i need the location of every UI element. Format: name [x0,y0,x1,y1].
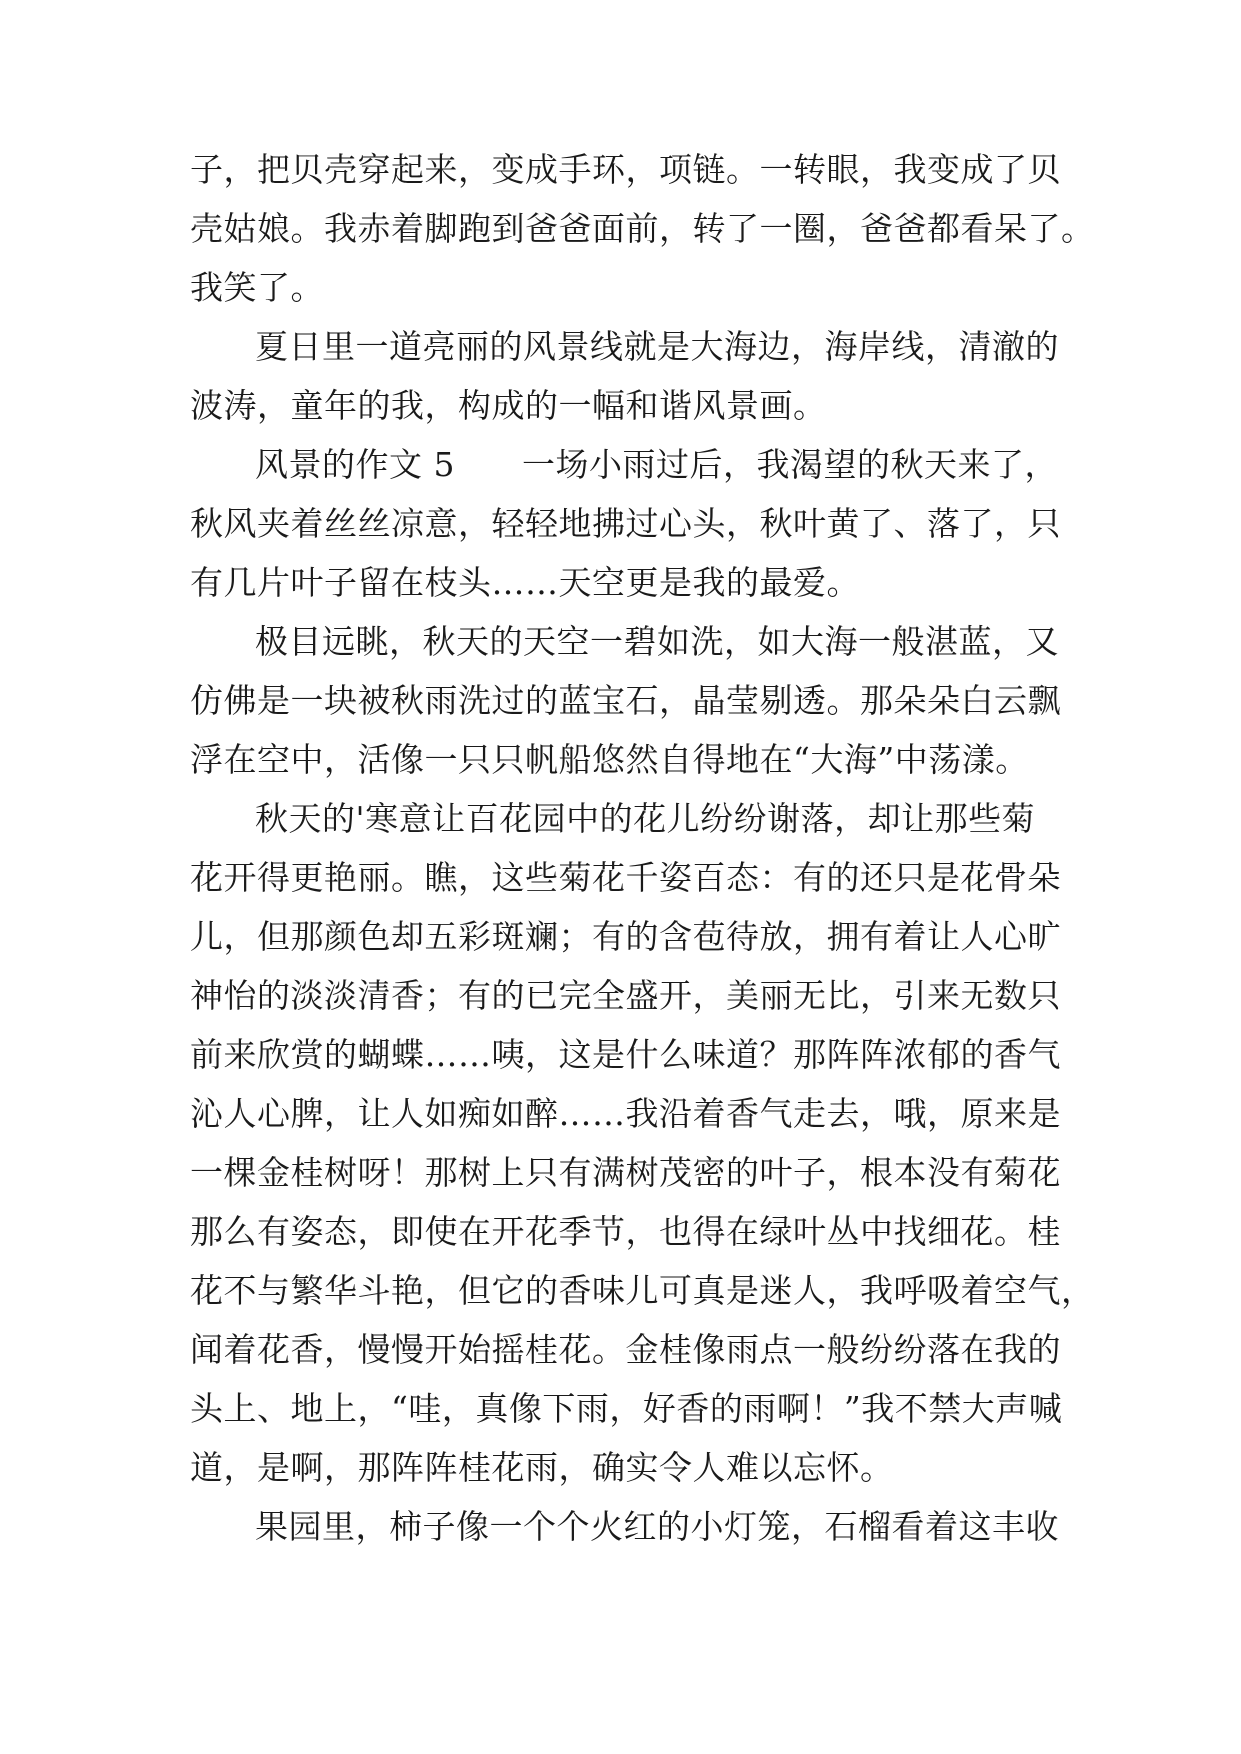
text-line: 神怡的淡淡清香；有的已完全盛开，美丽无比，引来无数只 [190,976,1061,1015]
text-line: 那么有姿态，即使在开花季节，也得在绿叶丛中找细花。桂 [190,1212,1061,1251]
text-line: 道，是啊，那阵阵桂花雨，确实令人难以忘怀。 [190,1448,894,1487]
text-line: 我笑了。 [190,268,324,307]
paragraph-start-line: 极目远眺，秋天的天空一碧如洗，如大海一般湛蓝，又 [255,622,1059,661]
text-line: 浮在空中，活像一只只帆船悠然自得地在“大海”中荡漾。 [190,740,1029,779]
text-line: 有几片叶子留在枝头……天空更是我的最爱。 [190,563,860,602]
text-line: 花开得更艳丽。瞧，这些菊花千姿百态：有的还只是花骨朵 [190,858,1061,897]
paragraph-start-line: 夏日里一道亮丽的风景线就是大海边，海岸线，清澈的 [255,327,1059,366]
text-line: 沁人心脾，让人如痴如醉……我沿着香气走去，哦，原来是 [190,1094,1061,1133]
text-line: 花不与繁华斗艳，但它的香味儿可真是迷人，我呼吸着空气， [190,1271,1095,1310]
text-line: 壳姑娘。我赤着脚跑到爸爸面前，转了一圈，爸爸都看呆了。 [190,209,1095,248]
text-line: 一棵金桂树呀！那树上只有满树茂密的叶子，根本没有菊花 [190,1153,1061,1192]
text-line: 儿，但那颜色却五彩斑斓；有的含苞待放，拥有着让人心旷 [190,917,1061,956]
text-line: 波涛，童年的我，构成的一幅和谐风景画。 [190,386,827,425]
paragraph-start-line: 秋天的'寒意让百花园中的花儿纷纷谢落，却让那些菊 [255,799,1036,838]
text-line: 头上、地上，“哇，真像下雨，好香的雨啊！”我不禁大声喊 [190,1389,1063,1428]
text-line: 秋风夹着丝丝凉意，轻轻地拂过心头，秋叶黄了、落了，只 [190,504,1061,543]
section-heading-line: 风景的作文 5 一场小雨过后，我渴望的秋天来了， [255,445,1058,484]
paragraph-start-line: 果园里，柿子像一个个火红的小灯笼，石榴看着这丰收 [255,1507,1059,1546]
text-line: 前来欣赏的蝴蝶……咦，这是什么味道？那阵阵浓郁的香气 [190,1035,1061,1074]
text-line: 子，把贝壳穿起来，变成手环，项链。一转眼，我变成了贝 [190,150,1061,189]
text-line: 闻着花香，慢慢开始摇桂花。金桂像雨点一般纷纷落在我的 [190,1330,1061,1369]
text-line: 仿佛是一块被秋雨洗过的蓝宝石，晶莹剔透。那朵朵白云飘 [190,681,1061,720]
